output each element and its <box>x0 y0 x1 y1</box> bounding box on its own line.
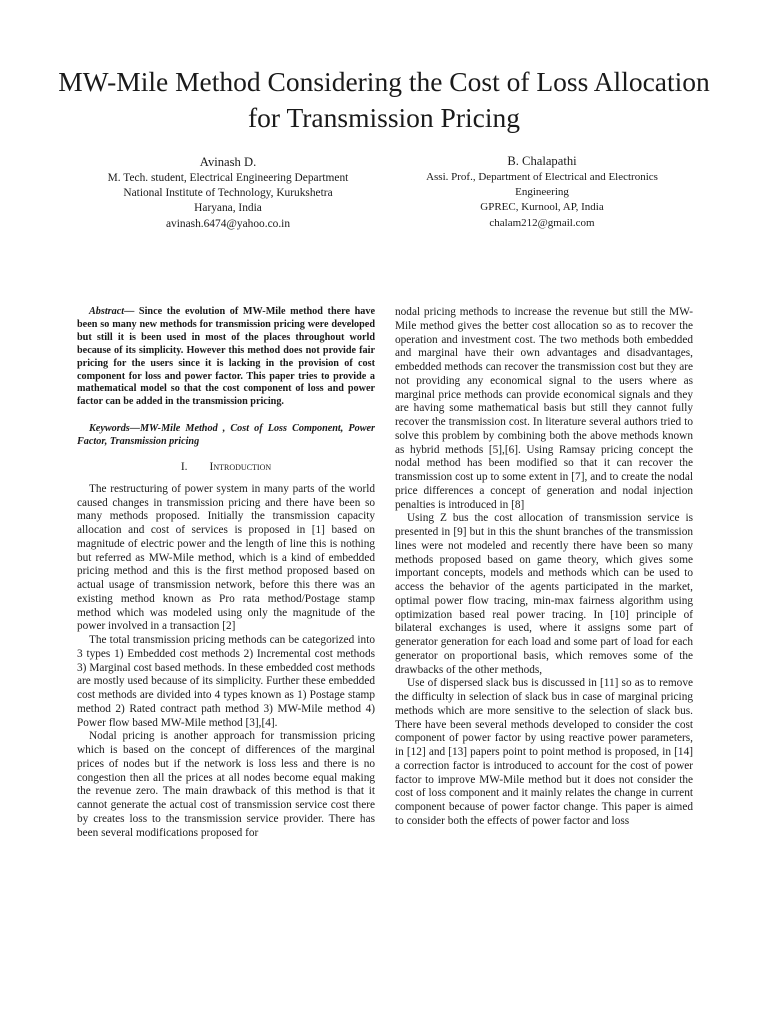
section-heading <box>77 461 375 475</box>
author-block-2 <box>392 152 692 231</box>
paragraph: The restructuring of power system in many parts of the world caused changes in transmission pricing and there have been so many methods proposed. Initially the transmission capacity allocation and cost of services is proposed in [1] based on magnitude of electric power and the length of line this is nothing but referred as MW-Mile method, which is a kind of embedded pricing method and this is the first method proposed based on actual usage of transmission network, before this there was an existing method known as Pro rata method/Postage stamp method which was modeled using only the magnitude of the power involved in a transaction [2] <box>77 482 375 633</box>
author-location: GPREC, Kurnool, AP, India <box>480 201 604 214</box>
left-column <box>77 306 375 840</box>
paper-title: MW-Mile Method Considering the Cost of Loss Allocation for Transmission Pricing <box>58 66 710 133</box>
author-affiliation: M. Tech. student, Electrical Engineering Department <box>107 172 349 184</box>
paragraph: The total transmission pricing methods can be categorized into 3 types 1) Embedded cost methods 2) Incremental cost methods 3) Marginal cost based methods. In these embedded cost methods are mostly used because of its simplicity. Further these embedded cost methods are divided into 4 types known as 1) Postage stamp method 2) Rated contract path method 3) MW-Mile method 4) Power flow based MW-Mile method [3],[4]. <box>77 634 375 729</box>
abstract <box>77 306 375 409</box>
author-block-1 <box>80 153 376 232</box>
author-affiliation-cont: Engineering <box>515 186 569 199</box>
abstract-dash: — <box>124 306 135 317</box>
paragraph: Use of dispersed slack bus is discussed in [11] so as to remove the difficulty in selection of slack bus in case of marginal pricing methods which are more sensitive to the selection of slack bus. There have been several methods developed to consider the cost component of power factor by using reactive power parameters, in [12] and [13] papers point to point method is proposed, in [14] a correction factor is introduced to account for the cost of power factor to improve MW-Mile method but it does not consider the cost of loss component and it mainly relates the change in current component because of power factor change. This paper is aimed to consider both the effects of power factor and loss <box>395 677 693 827</box>
author-location: Haryana, India <box>194 202 262 215</box>
paragraph: Nodal pricing is another approach for transmission pricing which is based on the concept of differences of the marginal prices of nodes but if the network is loss less and there is no congestion then all the prices at all nodes become equal making the revenue zero. The main drawback of this method is that it cannot generate the actual cost of transmission service cost there by creates loss to the transmission service provider. There has been several modifications proposed for <box>77 730 375 839</box>
abstract-text: Since the evolution of MW-Mile method there have been so many new methods for transmission pricing were developed but still it is been used in most of the places throughout world because of its simplicity. However this method does not provide fair pricing for the users since it is lacking in the provision of cost component for loss and power factor. This paper tries to provide a mathematical model so that the cost component of loss and power factor can be added in the transmission pricing. <box>77 306 375 408</box>
paragraph: Using Z bus the cost allocation of transmission service is presented in [9] but in this the shunt branches of the transmission lines were not modeled and recently there have been so many methods proposed based on game theory, which gives some important concepts, models and methods which can be used to access the behavior of the agents participated in the market, optimal power flow tracing, min-max fairness algorithm using optimization based real power tracing. In [10] principle of bilateral exchanges is used, where it assigns some part of generator generation for each load and some part of load for each generator on proportional basis, which removes some of the drawbacks of the other methods, <box>395 512 693 676</box>
author-name: Avinash D. <box>199 155 257 169</box>
paragraph: nodal pricing methods to increase the revenue but still the MW-Mile method gives the better cost allocation so as to recover the operation and investment cost. The two methods both embedded and marginal have their own advantages and disadvantages, embedded methods can recover the transmission cost but they are not providing any economical signal to the users where as marginal price methods can provide economical signals and they are having some mathematical basis but still they cannot fully recover the transmission cost. In literature several authors tried to solve this problem by combining both the above methods known as hybrid methods [5],[6]. Using Ramsay pricing concept the nodal method has been modified so that it can recover the transmission cost up to some extent in [7], and to create the nodal price differences a concept of generation and nodal injection penalties is introduced in [8] <box>395 306 693 511</box>
section-title: Introduction <box>209 461 272 474</box>
keywords: Keywords—MW-Mile Method , Cost of Loss Component, Power Factor, Transmission pricing <box>77 423 375 448</box>
abstract-label: Abstract <box>89 306 125 317</box>
author-email: avinash.6474@yahoo.co.in <box>165 217 291 230</box>
section-number: I. <box>180 461 188 474</box>
author-email: chalam212@gmail.com <box>489 216 595 229</box>
author-affiliation: Assi. Prof., Department of Electrical and Electronics <box>426 171 658 183</box>
author-name: B. Chalapathi <box>507 154 577 168</box>
author-institution: National Institute of Technology, Kurukshetra <box>123 187 333 200</box>
right-column <box>395 306 693 829</box>
